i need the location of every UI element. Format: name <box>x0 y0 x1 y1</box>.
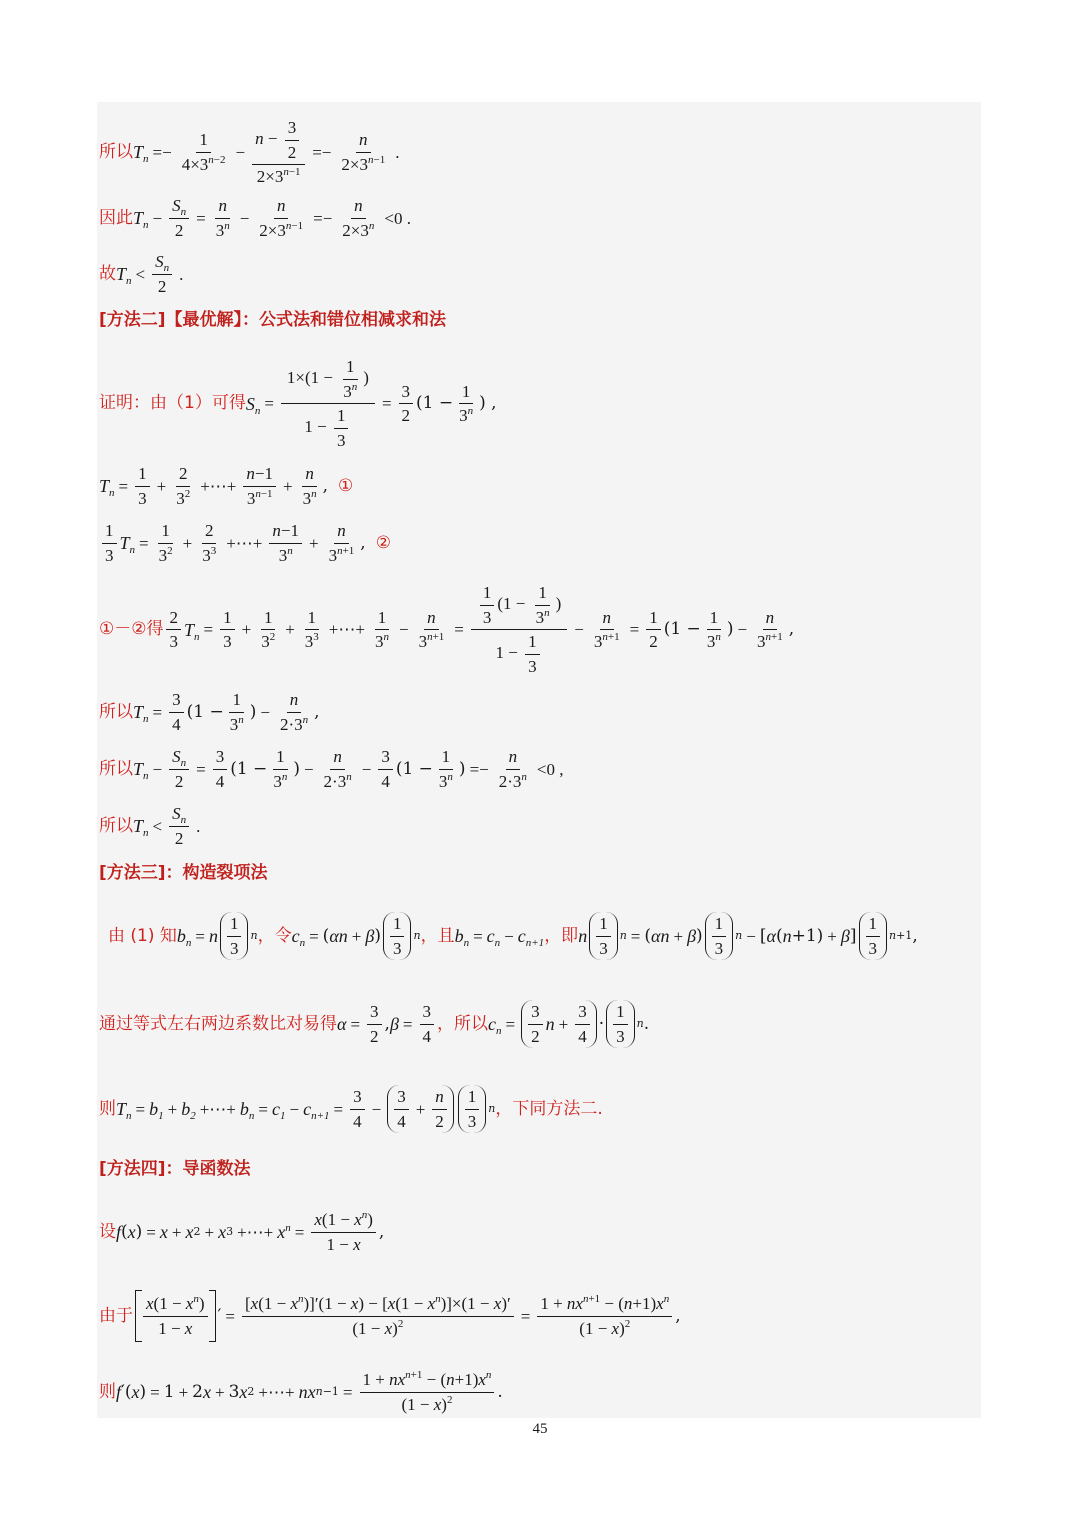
page-number: 45 <box>532 1421 548 1437</box>
tn-series-line: $T_n$ = $\frac{1}{3}$ + $\frac{2}{3^2}$ +⋯+ $\frac{n-1}{3^{n-1}}$ + $\frac{n}{3^n}$ , ① <box>99 464 354 508</box>
subtraction-prefix: ①－②得 <box>99 619 164 640</box>
third-tn-series-line: $\frac{1}{3}$ $T_n$ = $\frac{1}{3^2}$ + $\frac{2}{3^3}$ +⋯+ $\frac{n-1}{3^n}$ + $\frac{n}{3^{n+1}}$ , ② <box>99 521 391 565</box>
subtraction-line: ①－②得 $\frac{2}{3}$ $T_n$ = $\frac{1}{3}$ + $\frac{1}{3^2}$ + $\frac{1}{3^3}$ +⋯+ $\frac{1}{3^n}$ − $\frac{n}{3^{n+1}}$ = $\frac{1}{3}$ (1 − $\frac{1}{3^n}$ ) 1 − $\frac{1}{3}$ − $\frac{n}{3^{n+1}}$ = $\frac{1}{2}$ (1 − $\frac{1}{3^n}$ ) − $\frac{n}{3^{n+1}}$ , <box>99 583 795 676</box>
line-3-prefix: 故 <box>99 263 116 284</box>
line-3: 故 $T_n$ < $\frac{S_n}{2}$ . <box>99 252 184 296</box>
method-4-line-2: 由于 $\frac{x(1 - x^n)}{1 - x}$ ′ = $\frac{[x(1 - x^n)]'(1 - x) - [x(1 - x^n)]\times(1 - x)'}{(1 - x)^2}$ = $\frac{1 + nx^{n+1} - (n+1)x^n}{(1 - x)^2}$ , <box>99 1290 681 1342</box>
method-4-line-1: 设 f ( x ) = x + x 2 + x 3 +⋯+ $x^n$ = $\frac{x(1 - x^n)}{1 - x}$ , <box>99 1209 385 1254</box>
so-tn-line: 所以 $T_n$ = $\frac{3}{4}$ (1 − $\frac{1}{3^n}$ ) − $\frac{n}{2\cdot 3^n}$ , <box>99 690 320 734</box>
method-2-heading: [方法二]【最优解】：公式法和错位相减求和法 <box>99 310 447 330</box>
equation-marker-1: ① <box>337 475 354 496</box>
line-2: 因此 $T_n$ − $\frac{S_n}{2}$ = $\frac{n}{3^n}$ − $\frac{n}{2\times 3^{n-1}}$ =− $\frac{n}{2\times 3^n}$ <0 . <box>99 196 411 240</box>
method-3-line-3: 则 $T_n$ = $b_1$ + $b_2$ +⋯+ $b_n$ = $c_1$ − $c_{n+1}$ = $\frac{3}{4}$ − $\frac{3}{4}$ + $\frac{n}{2}$ $\frac{1}{3}$ n ，下同方法二. <box>99 1085 603 1133</box>
method-4-heading: [方法四]：导函数法 <box>99 1159 251 1179</box>
proof-prefix: 证明：由（1）可得 <box>99 393 246 414</box>
method-3-line-2: 通过等式左右两边系数比对易得 α = $\frac{3}{2}$ , β = $\frac{3}{4}$ ，所以 $c_n$ = $\frac{3}{2}$ n + $\frac{3}{4}$ · $\frac{1}{3}$ n . <box>99 1000 649 1048</box>
method-3-line-1: 由 (1) 知 $b_n$ = n $\frac{1}{3}$ n ，令 $c_n$ = ( αn + β ) $\frac{1}{3}$ n ，且 $b_n$ = $c_n$ − $c_{n+1}$ ，即 n $\frac{1}{3}$ n = ( αn + β ) $\frac{1}{3}$ n − [ α ( n +1) + β ] $\frac{1}{3}$ n+1 , <box>108 912 918 960</box>
line-1-prefix: 所以 <box>99 141 133 162</box>
line-1: 所以 $T_n$ =− $\frac{1}{4\times 3^{n-2}}$ − n − $\frac{3}{2}$ $2\times 3^{n-1}$ =− $\frac{n}{2\times 3^{n-1}}$ . <box>99 118 400 187</box>
so-conclusion-line: 所以 $T_n$ < $\frac{S_n}{2}$ . <box>99 804 201 848</box>
proof-line: 证明：由（1）可得 $S_n$ = 1×(1 − $\frac{1}{3^n}$ ) 1 − $\frac{1}{3}$ = $\frac{3}{2}$ (1 − $\frac{1}{3^n}$ ) , <box>99 357 497 450</box>
method-3-heading: [方法三]：构造裂项法 <box>99 863 268 883</box>
line-2-prefix: 因此 <box>99 207 133 228</box>
method-4-line-3: 则 f ′( x ) = 1 + 2 x + 3 x 2 +⋯+ nx n−1 = $\frac{1 + nx^{n+1} - (n+1)x^n}{(1 - x)^2}$ . <box>99 1369 503 1414</box>
so-difference-line: 所以 $T_n$ − $\frac{S_n}{2}$ = $\frac{3}{4}$ (1 − $\frac{1}{3^n}$ ) − $\frac{n}{2\cdot 3^n}$ − $\frac{3}{4}$ (1 − $\frac{1}{3^n}$ ) =− $\frac{n}{2\cdot 3^n}$ <0 , <box>99 747 564 791</box>
equation-marker-2: ② <box>375 532 391 553</box>
